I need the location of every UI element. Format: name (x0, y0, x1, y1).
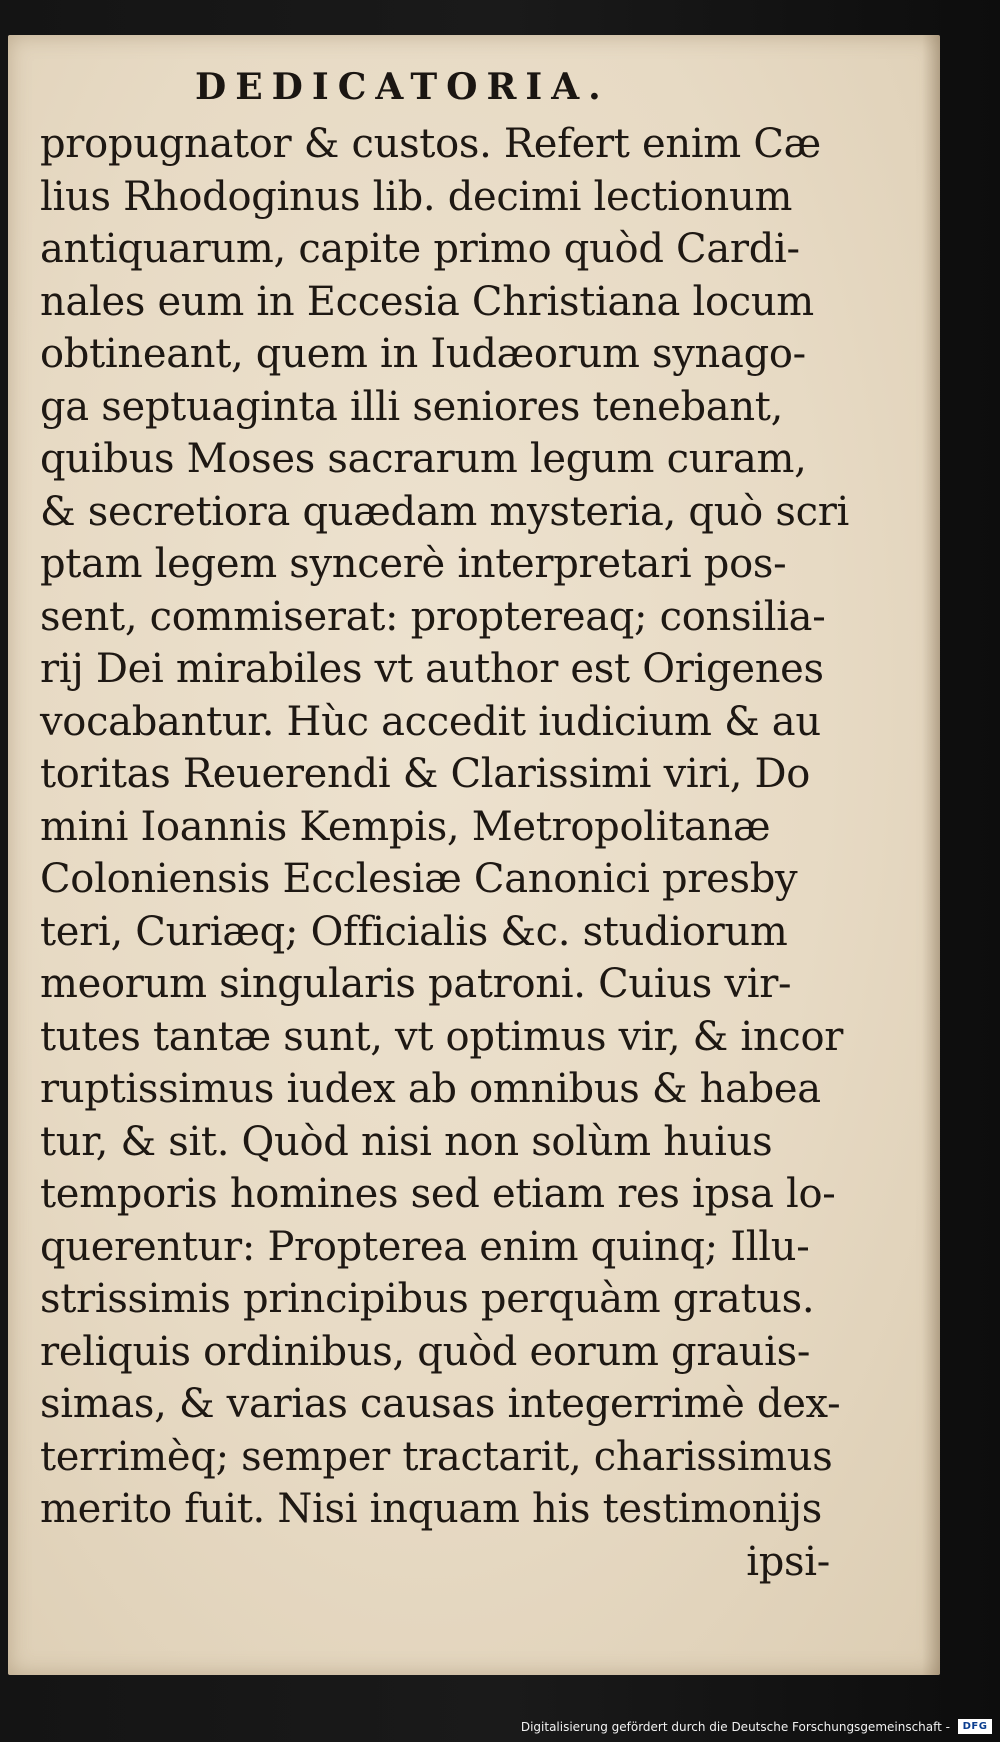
text-line: querentur: Propterea enim quinq; Illu- (40, 1223, 810, 1270)
page-edge-shadow (922, 35, 940, 1675)
text-line: ga septuaginta illi seniores tenebant, (40, 383, 783, 430)
text-line: mini Ioannis Kempis, Metropolitanæ (40, 803, 771, 850)
text-line: tutes tantæ sunt, vt optimus vir, & incor (40, 1013, 844, 1060)
digitization-credit: Digitalisierung gefördert durch die Deutsche Forschungsgemeinschaft - (520, 1720, 950, 1734)
text-line: quibus Moses sacrarum legum curam, (40, 436, 807, 482)
text-line: rij Dei mirabiles vt author est Origenes (40, 646, 824, 692)
text-line: nales eum in Eccesia Christiana locum (40, 278, 814, 325)
text-line: meorum singularis patroni. Cuius vir- (40, 961, 792, 1007)
text-line: antiquarum, capite primo quòd Cardi- (40, 226, 800, 272)
text-line: reliquis ordinibus, quòd eorum grauis- (40, 1328, 811, 1375)
text-line: terrimèq; semper tractarit, charissimus (40, 1433, 833, 1480)
text-line: ptam legem syncerè interpretari pos- (40, 541, 787, 587)
text-line: simas, & varias causas integerrimè dex- (40, 1381, 841, 1427)
text-line: obtineant, quem in Iudæorum synago- (40, 331, 806, 377)
text-line: temporis homines sed etiam res ipsa lo- (40, 1171, 836, 1217)
text-line: sent, commiserat: proptereaq; consilia- (40, 593, 826, 640)
text-line: Coloniensis Ecclesiæ Canonici presby (40, 856, 798, 902)
body-text (40, 118, 850, 1588)
text-line: teri, Curiæq; Officialis &c. studiorum (40, 908, 788, 955)
text-line: tur, & sit. Quòd nisi non solùm huius (40, 1118, 773, 1165)
dfg-logo: DFG (958, 1719, 992, 1734)
text-line: toritas Reuerendi & Clarissimi viri, Do (40, 751, 811, 797)
catchword: ipsi- (746, 1538, 830, 1585)
text-line: vocabantur. Hùc accedit iudicium & au (40, 698, 821, 745)
text-line: strissimis principibus perquàm gratus. (40, 1276, 815, 1322)
text-line: lius Rhodoginus lib. decimi lectionum (40, 173, 793, 220)
text-line: merito fuit. Nisi inquam his testimonijs (40, 1486, 822, 1532)
running-head: DEDICATORIA. (195, 66, 610, 108)
text-line: propugnator & custos. Refert enim Cæ (40, 121, 821, 167)
text-line: & secretiora quædam mysteria, quò scri (40, 488, 850, 535)
text-line: ruptissimus iudex ab omnibus & habea (40, 1066, 821, 1112)
